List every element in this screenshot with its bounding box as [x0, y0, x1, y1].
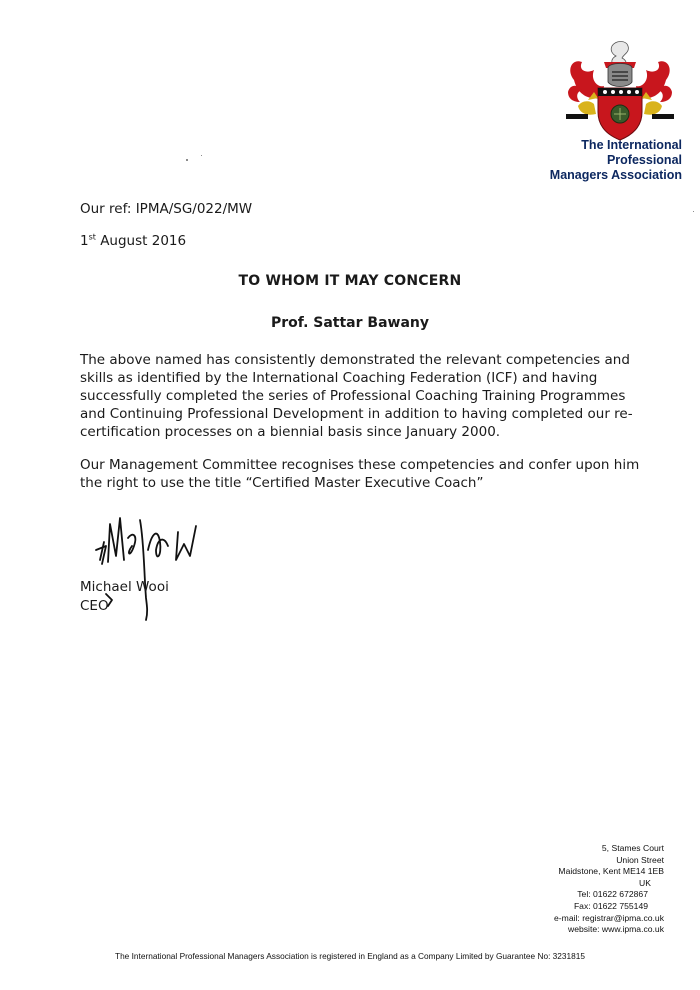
address-website: website: www.ipma.co.uk [568, 924, 664, 935]
date-day: 1 [80, 233, 89, 249]
subject-name: Prof. Sattar Bawany [270, 315, 430, 331]
crest-logo [564, 40, 676, 145]
signatory-title: CEO [80, 598, 109, 614]
org-name-line-1: The International [581, 138, 682, 152]
date-month-year: August 2016 [95, 233, 187, 249]
scan-speck [186, 159, 188, 161]
address-line-3: Maidstone, Kent ME14 1EB [558, 866, 664, 877]
address-email: e-mail: registrar@ipma.co.uk [554, 912, 664, 923]
body-paragraph-2: Our Management Committee recognises these competencies and confer upon him the right to use the title “Certified Master Executive Coach” [80, 457, 640, 491]
registration-footer: The International Professional Managers Association is registered in England as a Company Limited by Guarantee No: 3231815 [115, 951, 585, 961]
organization-name [502, 138, 682, 183]
postal-address [464, 843, 664, 936]
scan-speck [201, 155, 202, 156]
letter-heading: TO WHOM IT MAY CONCERN [238, 273, 462, 289]
address-telephone: Tel: 01622 672867 [577, 889, 648, 900]
reference-number: Our ref: IPMA/SG/022/MW [80, 201, 253, 217]
body-paragraph-1: The above named has consistently demonstrated the relevant competencies and skills as identified by the International Coaching Federation (ICF) and having successfully completed the series of Professional Coaching Training Programmes and Continuing Professional Development in addition to having completed our re-certification processes on a biennial basis since January 2000. [80, 352, 633, 440]
address-country: UK [639, 877, 651, 888]
org-name-line-3: Managers Association [549, 168, 682, 182]
signatory-name: Michael Wooi [80, 579, 169, 595]
scan-speck [693, 211, 694, 212]
date-suffix: st [88, 232, 96, 242]
org-name-line-2: Professional [606, 153, 682, 167]
address-fax: Fax: 01622 755149 [573, 900, 648, 911]
address-line-2: Union Street [616, 854, 664, 865]
letter-date [80, 233, 186, 249]
address-line-1: 5, Stames Court [601, 843, 664, 853]
